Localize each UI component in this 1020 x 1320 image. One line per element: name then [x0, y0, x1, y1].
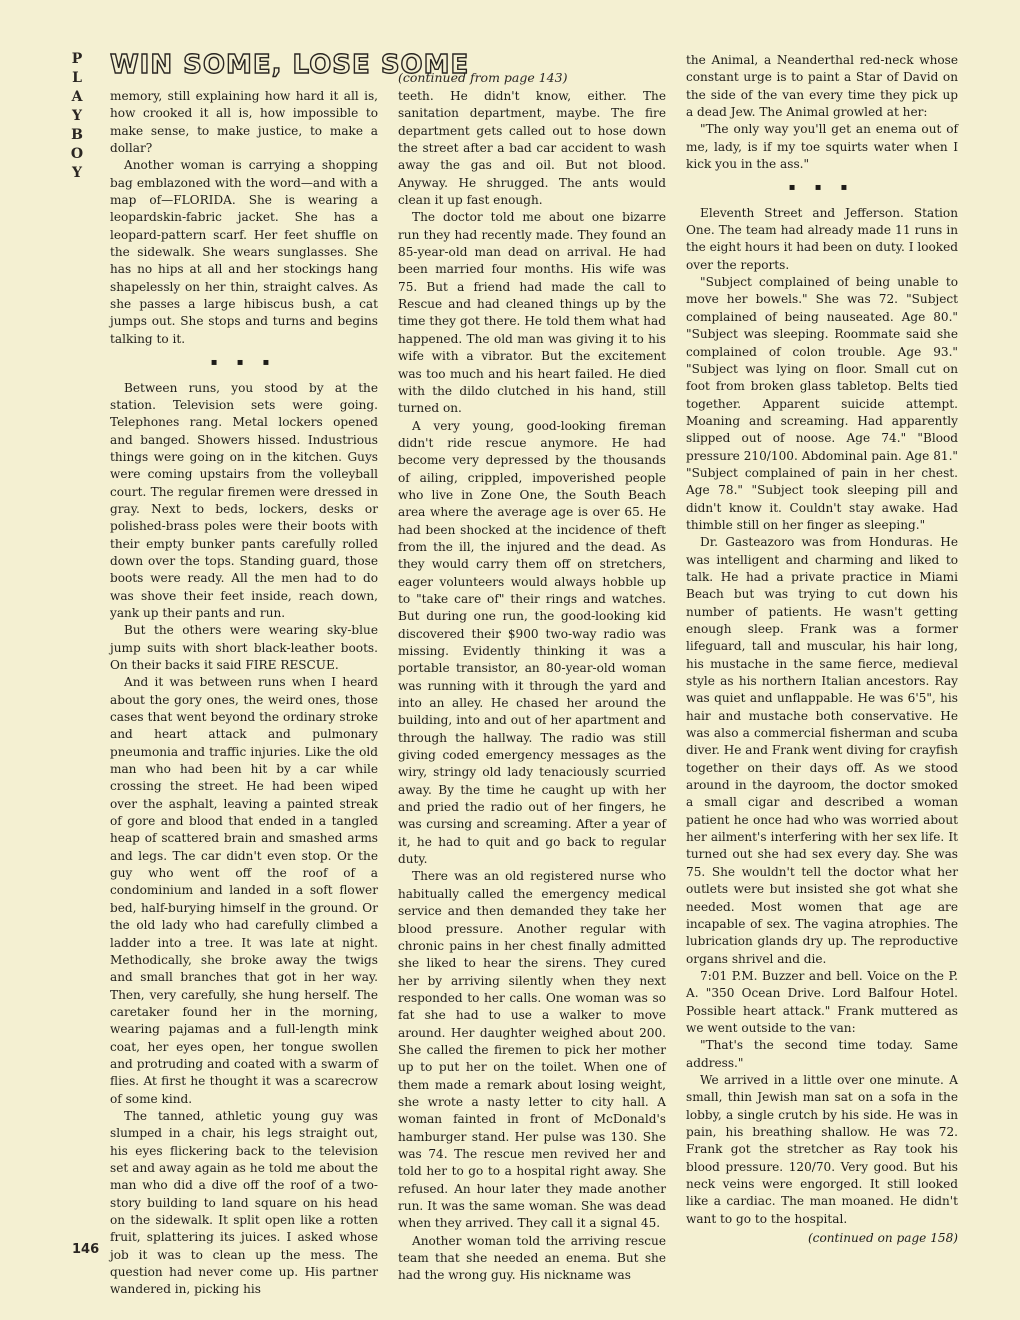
paragraph: Dr. Gasteazoro was from Honduras. He was intelligent and charming and liked to talk. He had a private practice in Miami Beach but was trying to cut down his number of patients. He wasn't getting enough sleep. Frank was a former lifeguard, tall and muscular, his hair long, his mustache in the same fierce, medieval style as his northern Italian ancestors. Ray was quiet and unflappable. He was 6'5", his hair and mustache both conservative. He was also a commercial fisherman and scuba diver. He and Frank went diving for crayfish together on their days off. As we stood around in the dayroom, the doctor smoked a small cigar and described a woman patient he once had who was worried about her ailment's interfering with her sex life. It turned out she had sex every day. She was 75. She wouldn't tell the doctor what her outlets were but insisted she got what she needed. Most women that age are incapable of sex. The vagina atrophies. The lubrication glands dry up. The reproductive organs shrivel and die.: [686, 535, 958, 966]
sidebar-letter: A: [71, 89, 83, 105]
paragraph: But the others were wearing sky-blue jump suits with short black-leather boots. On their backs it said FIRE RESCUE.: [110, 623, 378, 672]
text-column-2: [398, 88, 666, 1285]
section-separator: ▪ ▪ ▪: [788, 182, 856, 194]
paragraph: We arrived in a little over one minute. A small, thin Jewish man sat on a sofa in the lobby, a single crutch by his side. He was in pain, his breathing shallow. He was 72. Frank got the stretcher as Ray took his blood pressure. 120/70. Very good. But his neck veins were engorged. It still looked like a cardiac. The man moaned. He didn't want to go to the hospital.: [686, 1072, 958, 1226]
text-column-1: [110, 88, 378, 1299]
paragraph: A very young, good-looking fireman didn't ride rescue anymore. He had become very depressed by the thousands of ailing, crippled, impoverished people who live in Zone One, the South Beach area where the average age is over 65. He had been shocked at the incidence of theft from the ill, the injured and the dead. As they would carry them off on stretchers, eager volunteers would always hobble up to "take care of" their rings and watches. But during one run, the good-looking kid discovered their $900 two-way radio was missing. Evidently thinking it was a portable transistor, an 80-year-old woman was running with it through the yard and into an alley. He chased her around the building, into and out of her apartment and through the hallway. The radio was still giving coded emergency messages as the wiry, stringy old lady tenaciously scurried away. By the time he caught up with her and pried the radio out of her fingers, he was cursing and screaming. After a year of it, he had to quit and go back to regular duty.: [398, 418, 666, 867]
page-number: 146: [72, 1242, 100, 1257]
continued-from-note: (continued from page 143): [398, 70, 568, 85]
paragraph: The tanned, athletic young guy was slumped in a chair, his legs straight out, his eyes flickering back to the television set and away again as he told me about the man who did a dive off the roof of a two-story building to land square on his head on the sidewalk. It split open like a rotten fruit, splattering its juices. I asked whose job it was to clean up the mess. The question had never come up. His partner wandered in, picking his: [110, 1108, 378, 1297]
text-column-3: [686, 52, 958, 1247]
sidebar-letter: O: [70, 146, 84, 162]
sidebar-letter: Y: [72, 108, 82, 124]
paragraph: "Subject complained of being unable to move her bowels." She was 72. "Subject complained of being nauseated. Age 80." "Subject was sleeping. Roommate said she complained of colon trouble. Age 93." "Subject was lying on floor. Small cut on foot from broken glass tabletop. Belts tied together. Apparent suicide attempt. Moaning and screaming. Had apparently slipped out of noose. Age 74." "Blood pressure 210/100. Abdominal pain. Age 81." "Subject complained of pain in her chest. Age 78." "Subject took sleeping pill and didn't know it. Couldn't stay awake. Had thimble still on her finger as sleeping.": [686, 275, 958, 532]
sidebar-letter: L: [72, 70, 82, 86]
paragraph: Another woman told the arriving rescue team that she needed an enema. But she had the wrong guy. His nickname was: [398, 1233, 666, 1283]
paragraph: the Animal, a Neanderthal red-neck whose constant urge is to paint a Star of David on the side of the van every time they pick up a dead Jew. The Animal growled at her:: [686, 53, 958, 120]
paragraph: Another woman is carrying a shopping bag emblazoned with the word—and with a map of—FLORIDA. She is wearing a leopardskin-fabric jacket. She has a leopard-pattern scarf. Her feet shuffle on the sidewalk. She wears sunglasses. She has no hips at all and her stockings hang shapelessly on her thin, straight calves. As she passes a large hibiscus bush, a cat jumps out. She stops and turns and begins talking to it.: [110, 158, 378, 346]
paragraph: The doctor told me about one bizarre run they had recently made. They found an 85-year-old man dead on arrival. He had been married four months. His wife was 75. But a friend had made the call to Rescue and had cleaned things up by the time they got there. He told them what had happened. The old man was giving it to his wife with a vibrator. But the excitement was too much and his heart failed. He died with the dildo clutched in his hand, still turned on.: [398, 210, 666, 416]
sidebar-letter: Y: [72, 165, 82, 181]
paragraph: 7:01 P.M. Buzzer and bell. Voice on the P. A. "350 Ocean Drive. Lord Balfour Hotel. Possible heart attack." Frank muttered as we went outside to the van:: [686, 968, 958, 1035]
paragraph: There was an old registered nurse who habitually called the emergency medical service and then demanded they take her blood pressure. Another regular with chronic pains in her chest finally admitted she liked to hear the sirens. They cured her by arriving silently when they next responded to her calls. One woman was so fat she had to use a walker to move around. Her daughter weighed about 200. She called the firemen to pick her mother up to put her on the toilet. When one of them made a remark about losing weight, she wrote a nasty letter to city hall. A woman fainted in front of McDonald's hamburger stand. Her pulse was 130. She was 74. The rescue men revived her and told her to go to a hospital right away. She refused. An hour later they made another run. It was the same woman. She was dead when they arrived. They call it a signal 45.: [398, 869, 666, 1231]
paragraph: "That's the second time today. Same address.": [686, 1038, 958, 1070]
paragraph: memory, still explaining how hard it all is, how crooked it all is, how impossible to make sense, to make justice, to make a dollar?: [110, 89, 378, 156]
paragraph: teeth. He didn't know, either. The sanitation department, maybe. The fire department gets called out to hose down the street after a bad car accident to wash away the gas and oil. But not blood. Anyway. He shrugged. The ants would clean it up fast enough.: [398, 89, 666, 208]
paragraph: "The only way you'll get an enema out of me, lady, is if my toe squirts water when I kick you in the ass.": [686, 122, 958, 172]
paragraph: Eleventh Street and Jefferson. Station One. The team had already made 11 runs in the eight hours it had been on duty. I looked over the reports.: [686, 205, 958, 272]
section-separator: ▪ ▪ ▪: [210, 357, 278, 369]
magazine-name-vertical: [64, 50, 90, 183]
sidebar-letter: P: [71, 51, 83, 67]
article-headline: WIN SOME, LOSE SOME: [110, 50, 470, 80]
paragraph: And it was between runs when I heard about the gory ones, the weird ones, those cases that went beyond the ordinary stroke and heart attack and pulmonary pneumonia and traffic injuries. Like the old man who had been hit by a car while crossing the street. He had been wiped over the asphalt, leaving a painted streak of gore and blood that ended in a tangled heap of scattered brain and smashed arms and legs. The car didn't even stop. Or the guy who went off the roof of a condominium and landed in a soft flower bed, half-burying himself in the ground. Or the old lady who had carefully climbed a ladder into a tree. It was late at night. Methodically, she broke away the twigs and small branches that got in her way. Then, very carefully, she hung herself. The caretaker found her in the morning, wearing pajamas and a full-length mink coat, her eyes open, her tongue swollen and protruding and coated with a swarm of flies. At first he thought it was a scarecrow of some kind.: [110, 675, 378, 1106]
continued-on-note: (continued on page 158): [807, 1231, 958, 1246]
paragraph: Between runs, you stood by at the station. Television sets were going. Telephones rang. Metal lockers opened and banged. Showers hissed. Industrious things were going on in the kitchen. Guys were coming upstairs from the volleyball court. The regular firemen were dressed in gray. Next to beds, lockers, desks or polished-brass poles were their boots with their empty bunker pants carefully rolled down over the tops. Standing guard, those boots were ready. All the men had to do was shove their feet inside, reach down, yank up their pants and run.: [110, 380, 378, 620]
sidebar-letter: B: [71, 127, 83, 143]
